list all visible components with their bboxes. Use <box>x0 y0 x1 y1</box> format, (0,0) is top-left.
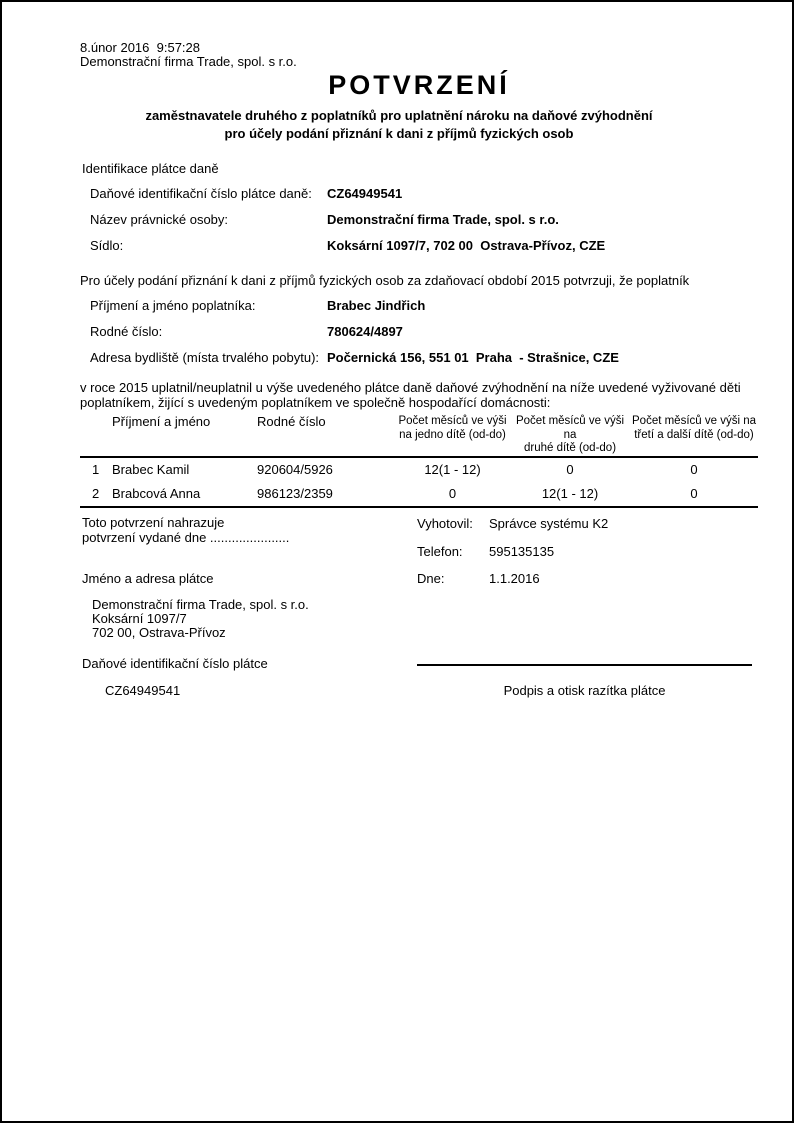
field-row-legal-name <box>90 212 559 227</box>
header-months-second-line2: druhé dítě (od-do) <box>523 442 617 454</box>
signature-caption: Podpis a otisk razítka plátce <box>503 683 666 698</box>
child-2-name: Brabcová Anna <box>112 485 201 501</box>
phone-label: Telefon: <box>417 544 463 559</box>
child-1-months-first: 12(1 - 12) <box>424 461 481 477</box>
field-row-registered-office <box>90 238 605 253</box>
payer-identification-heading: Identifikace plátce daně <box>82 161 219 176</box>
taxpayer-birth-number-value: 780624/4897 <box>327 324 403 339</box>
payer-tax-id-heading: Daňové identifikační číslo plátce <box>82 656 268 671</box>
header-months-second-child <box>510 415 630 457</box>
child-2-months-third: 0 <box>690 485 698 501</box>
header-birth-number: Rodné číslo <box>257 414 326 429</box>
document-subtitle <box>2 107 794 143</box>
header-row-number <box>80 415 112 457</box>
date-value: 1.1.2016 <box>489 571 540 586</box>
taxpayer-intro: Pro účely podání přiznání k dani z příjmů fyzických osob za zdaňovací období 2015 potvrzuji, že poplatník <box>80 273 690 288</box>
registered-office-value: Koksární 1097/7, 702 00 Ostrava-Přívoz, CZE <box>327 238 606 253</box>
taxpayer-name-label: Příjmení a jméno poplatníka: <box>90 298 256 313</box>
header-months-first-line2: na jedno dítě (od-do) <box>399 428 506 441</box>
field-row-taxpayer-birth-number <box>90 324 403 339</box>
replacement-note-line2: potvrzení vydané dne ...................... <box>82 530 290 545</box>
tax-id-label: Daňové identifikační číslo plátce daně: <box>90 186 312 201</box>
payer-address-line2: Koksární 1097/7 <box>92 611 187 626</box>
child-2-birth-number: 986123/2359 <box>257 485 333 501</box>
legal-name-label: Název právnické osoby: <box>90 212 229 227</box>
document-subtitle-line1: zaměstnavatele druhého z poplatníků pro uplatnění nároku na daňové zvýhodnění <box>145 108 653 123</box>
header-months-third-line2: třetí a další dítě (od-do) <box>634 428 754 441</box>
phone-value: 595135135 <box>489 544 555 559</box>
tax-id-value: CZ64949541 <box>327 186 403 201</box>
payer-address-block <box>92 598 309 640</box>
taxpayer-name-value: Brabec Jindřich <box>327 298 426 313</box>
print-timestamp: 8.únor 2016 9:57:28 <box>80 40 200 55</box>
header-months-third-child <box>630 415 758 457</box>
prepared-by-row <box>417 516 608 531</box>
legal-name-value: Demonstrační firma Trade, spol. s r.o. <box>327 212 559 227</box>
header-child-name: Příjmení a jméno <box>112 414 211 429</box>
header-months-second-line1: Počet měsíců ve výši na <box>515 415 624 441</box>
child-1-birth-number: 920604/5926 <box>257 461 333 477</box>
payer-name-address-heading: Jméno a adresa plátce <box>82 571 214 586</box>
taxpayer-address-value: Počernická 156, 551 01 Praha - Strašnice, CZE <box>327 350 619 365</box>
taxpayer-address-label: Adresa bydliště (místa trvalého pobytu): <box>90 350 320 365</box>
prepared-by-label: Vyhotovil: <box>417 516 473 531</box>
phone-row <box>417 544 554 559</box>
company-name: Demonstrační firma Trade, spol. s r.o. <box>80 54 297 69</box>
header-months-first-child <box>395 415 510 457</box>
signature-line <box>417 664 752 666</box>
replacement-note-line1: Toto potvrzení nahrazuje <box>82 515 225 530</box>
child-1-months-second: 0 <box>566 461 574 477</box>
field-row-tax-id <box>90 186 402 201</box>
child-1-months-third: 0 <box>690 461 698 477</box>
date-row <box>417 571 540 586</box>
registered-office-label: Sídlo: <box>90 238 124 253</box>
payer-address-line1: Demonstrační firma Trade, spol. s r.o. <box>92 597 309 612</box>
children-table-header-row <box>80 415 758 457</box>
field-row-taxpayer-address <box>90 350 619 365</box>
field-row-taxpayer-name <box>90 298 425 313</box>
date-label: Dne: <box>417 571 445 586</box>
prepared-by-value: Správce systému K2 <box>489 516 609 531</box>
child-row-1 <box>80 457 758 482</box>
payer-address-line3: 702 00, Ostrava-Přívoz <box>92 625 226 640</box>
child-row-2 <box>80 482 758 507</box>
children-intro: v roce 2015 uplatnil/neuplatnil u výše uvedeného plátce daně daňové zvýhodnění na níže uvedené vyživované děti poplatníkem, žijící s uvedeným poplatníkem ve společně hospodařící domácnosti: <box>80 380 741 410</box>
child-2-months-second: 12(1 - 12) <box>541 485 599 501</box>
child-1-name: Brabec Kamil <box>112 461 190 477</box>
child-1-number: 1 <box>92 461 100 477</box>
taxpayer-birth-number-label: Rodné číslo: <box>90 324 163 339</box>
child-2-months-first: 0 <box>448 485 457 501</box>
document-title: POTVRZENÍ <box>328 70 510 100</box>
document-subtitle-line2: pro účely podání přiznání k dani z příjmů fyzických osob <box>224 126 574 141</box>
child-2-number: 2 <box>92 485 100 501</box>
header-months-third-line1: Počet měsíců ve výši na <box>632 415 756 427</box>
payer-tax-id-value: CZ64949541 <box>105 683 181 698</box>
header-months-first-line1: Počet měsíců ve výši <box>398 415 507 427</box>
children-table <box>80 415 758 508</box>
